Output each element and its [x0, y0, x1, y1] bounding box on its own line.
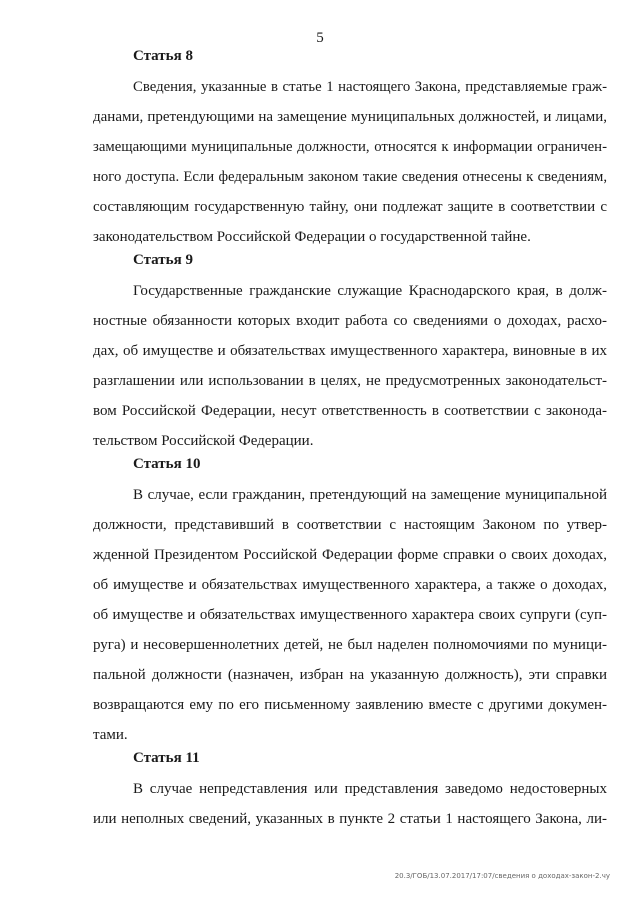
article-10-line-9: тами. [93, 727, 128, 743]
article-8-line-2: данами, претендующими на замещение муниципальных должностей, и лицами, [93, 109, 607, 125]
article-9-line-1: Государственные гражданские служащие Краснодарского края, в долж- [133, 283, 607, 299]
article-10-line-8: возвращаются ему по его письменному заявлению вместе с другими докумен- [93, 697, 607, 713]
article-9-line-3: дах, об имуществе и обязательствах имущественного характера, виновные в их [93, 343, 607, 359]
article-11-line-2: или неполных сведений, указанных в пункте 2 статьи 1 настоящего Закона, ли- [93, 811, 607, 827]
article-8-line-1: Сведения, указанные в статье 1 настоящего Закона, представляемые граж- [133, 79, 607, 95]
footer-file-path: 20.3/ГОБ/13.07.2017/17:07/сведения о доходах-закон-2.чу [394, 872, 610, 880]
article-9-line-2: ностные обязанности которых входит работа со сведениями о доходах, расхо- [93, 313, 607, 329]
article-9-line-5: вом Российской Федерации, несут ответственность в соответствии с законода- [93, 403, 607, 419]
article-8-line-3: замещающими муниципальные должности, относятся к информации ограничен- [93, 139, 607, 155]
article-10-line-6: руга) и несовершеннолетних детей, не был наделен полномочиями по муници- [93, 637, 607, 653]
article-11-heading: Статья 11 [133, 750, 200, 766]
article-11-line-1: В случае непредставления или представления заведомо недостоверных [133, 781, 607, 797]
article-9-heading: Статья 9 [133, 252, 193, 268]
article-9-line-6: тельством Российской Федерации. [93, 433, 314, 449]
article-10-line-1: В случае, если гражданин, претендующий на замещение муниципальной [133, 487, 607, 503]
article-10-heading: Статья 10 [133, 456, 201, 472]
article-10-line-2: должности, представивший в соответствии с настоящим Законом по утвер- [93, 517, 607, 533]
article-10-line-5: об имуществе и обязательствах имущественного характера своих супруги (суп- [93, 607, 607, 623]
article-9-line-4: разглашении или использовании в целях, не предусмотренных законодательст- [93, 373, 607, 389]
article-8-line-5: составляющим государственную тайну, они подлежат защите в соответствии с [93, 199, 607, 215]
article-8-line-4: ного доступа. Если федеральным законом такие сведения отнесены к сведениям, [93, 169, 607, 185]
page-number: 5 [316, 30, 324, 46]
article-8-line-6: законодательством Российской Федерации о государственной тайне. [93, 229, 531, 245]
article-10-line-4: об имуществе и обязательствах имущественного характера, а также о доходах, [93, 577, 607, 593]
article-10-line-7: пальной должности (назначен, избран на указанную должность), эти справки [93, 667, 607, 683]
article-10-line-3: жденной Президентом Российской Федерации форме справки о своих доходах, [93, 547, 607, 563]
article-8-heading: Статья 8 [133, 48, 193, 64]
